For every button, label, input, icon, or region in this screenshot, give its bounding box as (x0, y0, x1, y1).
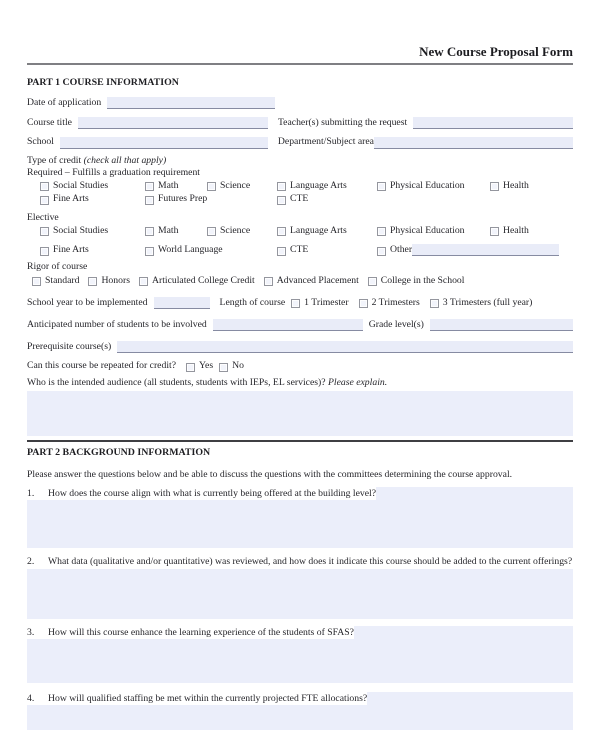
checkbox-label: Articulated College Credit (151, 274, 255, 286)
checkbox-label: Futures Prep (158, 193, 208, 205)
checkbox-label: Social Studies (53, 224, 109, 236)
required-futures-prep-checkbox[interactable] (145, 196, 154, 205)
part1-heading: PART 1 COURSE INFORMATION (27, 77, 179, 89)
question-1-textarea[interactable] (27, 500, 573, 548)
part2-divider (27, 440, 573, 442)
question-4-line (27, 692, 573, 705)
elective-fine-arts-checkbox[interactable] (40, 247, 49, 256)
checkbox-label: CTE (290, 244, 309, 256)
question-4-textarea[interactable] (27, 705, 573, 730)
checkbox-label: Math (158, 179, 179, 191)
grade-level-input[interactable] (430, 319, 573, 331)
part2-heading: PART 2 BACKGROUND INFORMATION (27, 447, 211, 459)
teachers-input[interactable] (413, 117, 573, 129)
elective-other-checkbox[interactable] (377, 247, 386, 256)
elective-world-language-checkbox[interactable] (145, 247, 154, 256)
rigor-college-in-school-checkbox[interactable] (368, 277, 377, 286)
school-year-input[interactable] (154, 297, 210, 309)
question-1-text: How does the course align with what is currently being offered at the building level? (48, 487, 377, 499)
question-4-number: 4. (27, 692, 35, 704)
checkbox-label: Language Arts (290, 179, 347, 191)
length-3-trimesters-checkbox[interactable] (430, 299, 439, 308)
elective-science-checkbox[interactable] (207, 227, 216, 236)
required-options-grid (27, 180, 573, 206)
audience-question-line (27, 377, 573, 389)
required-health-checkbox[interactable] (490, 182, 499, 191)
repeat-credit-row (27, 360, 573, 372)
date-row (27, 97, 573, 109)
required-fine-arts-checkbox[interactable] (40, 196, 49, 205)
question-1-line (27, 487, 573, 500)
grade-level-label: Grade level(s) (368, 318, 424, 330)
checkbox-label: Standard (45, 274, 80, 286)
checkbox-label: Language Arts (290, 224, 347, 236)
department-input[interactable] (374, 137, 573, 149)
audience-question: Who is the intended audience (all students, students with IEPs, EL services)? (27, 377, 326, 389)
checkbox-label: Physical Education (390, 179, 465, 191)
part2-intro: Please answer the questions below and be able to discuss the questions with the committees determining the course approval. (27, 468, 513, 480)
elective-math-checkbox[interactable] (145, 227, 154, 236)
anticipated-label: Anticipated number of students to be involved (27, 318, 207, 330)
checkbox-label: Other (390, 244, 413, 256)
checkbox-label: World Language (158, 244, 223, 256)
checkbox-label: Yes (199, 360, 214, 371)
checkbox-label: Fine Arts (53, 193, 89, 205)
elective-options-grid (27, 225, 573, 257)
course-title-input[interactable] (78, 117, 268, 129)
elective-cte-checkbox[interactable] (277, 247, 286, 256)
school-year-label: School year to be implemented (27, 296, 148, 308)
required-physical-education-checkbox[interactable] (377, 182, 386, 191)
question-3-text: How will this course enhance the learning experience of the students of SFAS? (48, 626, 354, 638)
school-year-row (27, 297, 573, 309)
checkbox-label: Social Studies (53, 179, 109, 191)
repeat-credit-label: Can this course be repeated for credit? (27, 360, 177, 371)
anticipated-input[interactable] (213, 319, 363, 331)
audience-textarea[interactable] (27, 391, 573, 436)
elective-social-studies-checkbox[interactable] (40, 227, 49, 236)
checkbox-label: Physical Education (390, 224, 465, 236)
question-4-textarea-inline[interactable] (367, 692, 573, 705)
anticipated-row (27, 319, 573, 331)
question-2-textarea[interactable] (27, 569, 573, 619)
header (27, 0, 573, 60)
audience-note: Please explain. (327, 377, 388, 389)
checkbox-label: Science (220, 179, 251, 191)
department-label: Department/Subject area (277, 136, 374, 148)
checkbox-label: 2 Trimesters (371, 296, 420, 308)
rigor-articulated-college-credit-checkbox[interactable] (139, 277, 148, 286)
question-2-text: What data (qualitative and/or quantitative) was reviewed, and how does it indicate this course should be added to the current offerings? (48, 555, 573, 567)
school-input[interactable] (60, 137, 268, 149)
required-language-arts-checkbox[interactable] (277, 182, 286, 191)
checkbox-label: Fine Arts (53, 244, 89, 256)
rigor-honors-checkbox[interactable] (88, 277, 97, 286)
question-3-textarea[interactable] (27, 639, 573, 683)
credit-type-line (27, 155, 573, 167)
question-2-line (27, 556, 573, 568)
elective-label: Elective (27, 211, 59, 223)
elective-physical-education-checkbox[interactable] (377, 227, 386, 236)
question-3-number: 3. (27, 626, 35, 638)
prerequisite-label: Prerequisite course(s) (27, 340, 112, 352)
required-social-studies-checkbox[interactable] (40, 182, 49, 191)
school-label: School (27, 136, 54, 148)
question-1-number: 1. (27, 487, 35, 499)
checkbox-label: No (232, 360, 244, 371)
question-1-textarea-inline[interactable] (376, 487, 573, 500)
checkbox-label: Health (503, 224, 529, 236)
checkbox-label: CTE (290, 193, 309, 205)
length-1-trimester-checkbox[interactable] (291, 299, 300, 308)
length-of-course-label: Length of course (219, 296, 286, 308)
question-4-text: How will qualified staffing be met within the currently projected FTE allocations? (48, 692, 368, 704)
length-2-trimesters-checkbox[interactable] (359, 299, 368, 308)
elective-other-input[interactable] (412, 244, 559, 256)
teachers-label: Teacher(s) submitting the request (277, 116, 408, 128)
credit-type-note: (check all that apply) (83, 154, 167, 166)
rigor-label: Rigor of course (27, 261, 88, 273)
required-label: Required – Fulfills a graduation requirement (27, 166, 200, 178)
checkbox-label: Advanced Placement (276, 274, 359, 286)
elective-health-checkbox[interactable] (490, 227, 499, 236)
question-3-textarea-inline[interactable] (354, 626, 573, 639)
course-title-row (27, 117, 573, 129)
school-row (27, 136, 573, 148)
repeat-yes-checkbox[interactable] (186, 363, 195, 372)
prerequisite-row (27, 341, 573, 353)
checkbox-label: 1 Trimester (304, 296, 349, 308)
required-cte-checkbox[interactable] (277, 196, 286, 205)
prerequisite-input[interactable] (117, 341, 573, 353)
rigor-standard-checkbox[interactable] (32, 277, 41, 286)
checkbox-label: Honors (101, 274, 130, 286)
question-2-number: 2. (27, 555, 35, 567)
header-divider (27, 63, 573, 65)
required-math-checkbox[interactable] (145, 182, 154, 191)
rigor-advanced-placement-checkbox[interactable] (264, 277, 273, 286)
checkbox-label: Math (158, 224, 179, 236)
question-3-line (27, 626, 573, 639)
date-label: Date of application (27, 97, 102, 109)
checkbox-label: College in the School (380, 274, 465, 286)
elective-language-arts-checkbox[interactable] (277, 227, 286, 236)
rigor-options-row (27, 275, 573, 287)
repeat-no-checkbox[interactable] (219, 363, 228, 372)
course-title-label: Course title (27, 116, 72, 128)
required-science-checkbox[interactable] (207, 182, 216, 191)
credit-type-label: Type of credit (27, 154, 82, 166)
date-input[interactable] (107, 97, 275, 109)
checkbox-label: 3 Trimesters (full year) (442, 296, 533, 308)
checkbox-label: Health (503, 179, 529, 191)
page-title: New Course Proposal Form (419, 44, 573, 59)
checkbox-label: Science (220, 224, 251, 236)
